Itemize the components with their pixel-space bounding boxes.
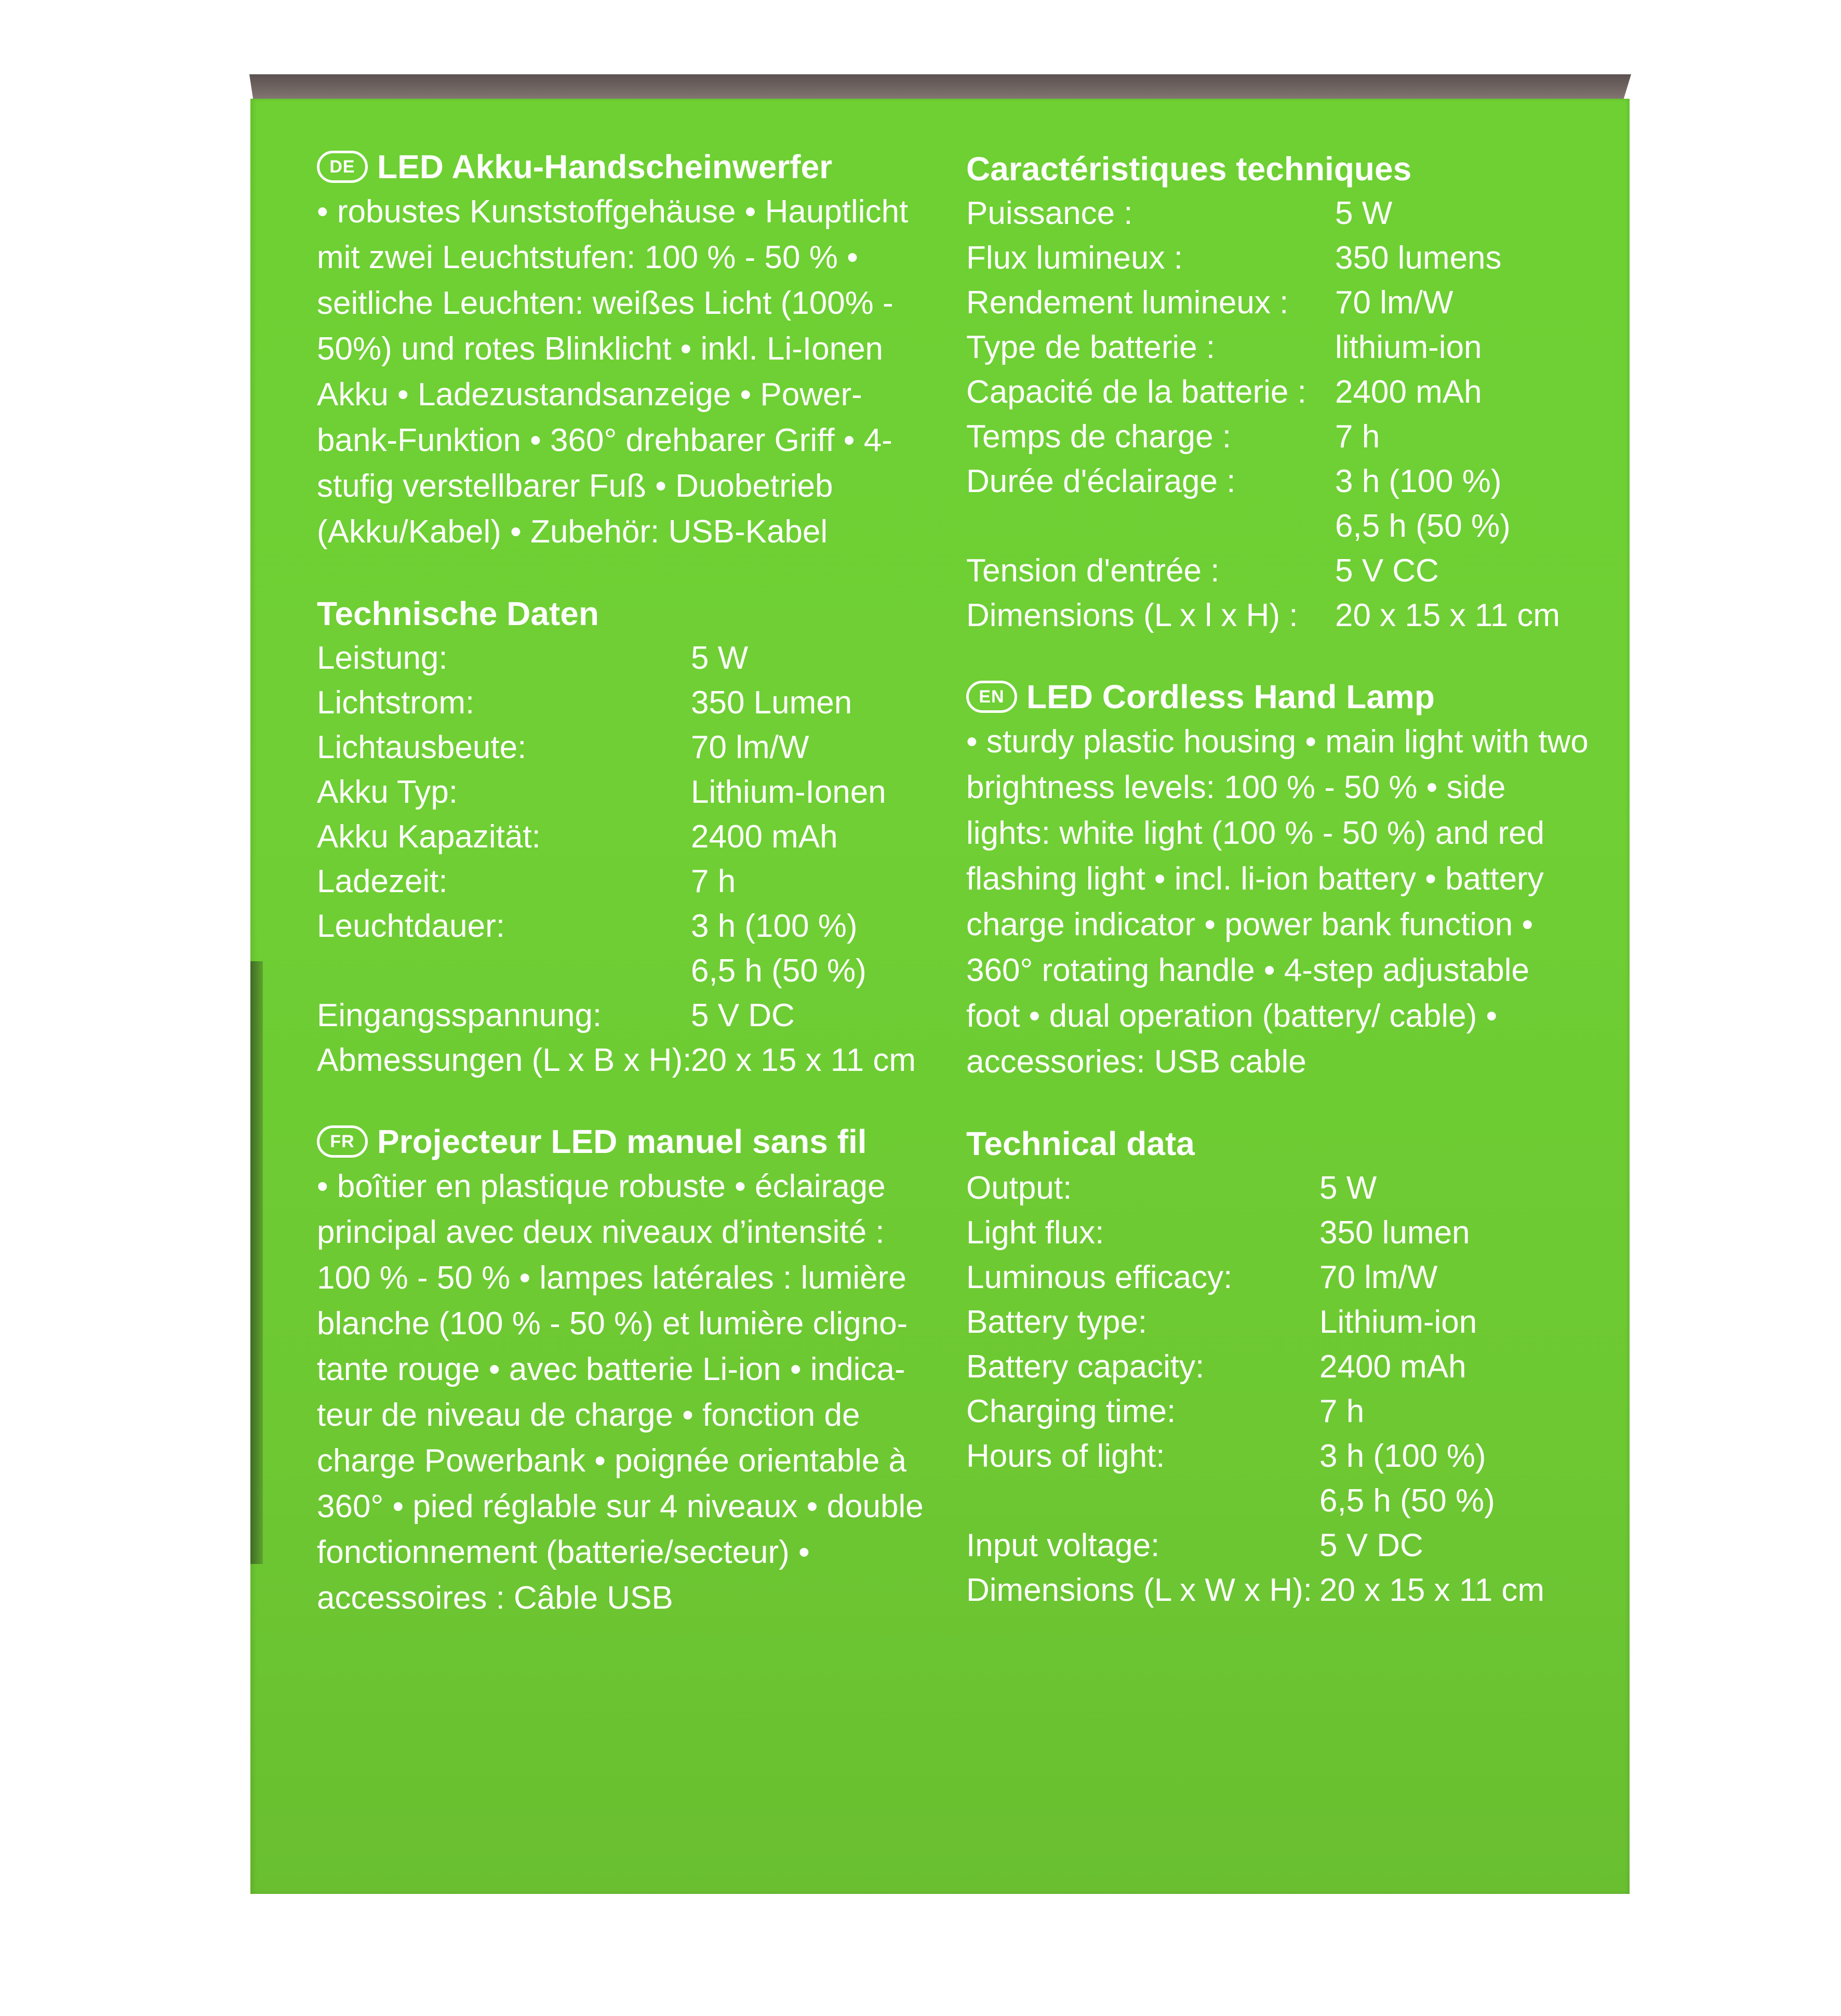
de-description: • robustes Kunststoffgehäuse • Hauptlicht mit zwei Leuchtstufen: 100 % - 50 % • seitliche Leuchten: weißes Licht (100% - 50%) und rotes Blinklicht • inkl. Li-Ionen Akku • Ladezustandsanzeige • Power-bank-Funktion • 360° drehbarer Griff • 4-stufig verstellbarer Fuß • Duobetrieb (Akku/Kabel) • Zubehör: USB-Kabel [317,194,909,550]
fr-spec-value: 6,5 h (50 %) [1335,508,1511,544]
de-spec-value: 6,5 h (50 %) [691,953,866,989]
de-spec-row [317,904,930,949]
de-spec-label: Eingangsspannung: [317,998,602,1033]
fr-spec-row [966,415,1600,459]
fr-spec-label: Tension d'entrée : [966,553,1220,589]
de-spec-row [317,725,930,770]
fr-spec-value: 5 V CC [1335,553,1439,589]
fr-description: • boîtier en plastique robuste • éclairage principal avec deux niveaux d’intensité : 100 % - 50 % • lampes latérales : lumière blanche (100 % - 50 %) et lumière cligno-tante rouge • avec batterie Li-ion • indica-teur de niveau de charge • fonction de charge Powerbank • poignée orientable à 360° • pied réglable sur 4 niveaux • double fonctionnement (batterie/secteur) • accessoires : Câble USB [317,1169,924,1616]
en-description: • sturdy plastic housing • main light with two brightness levels: 100 % - 50 % • side lights: white light (100 % - 50 %) and red flashing light • incl. li-ion battery • battery charge indicator • power bank function • 360° rotating handle • 4-step adjustable foot • dual operation (battery/ cable) • accessories: USB cable [966,724,1589,1080]
de-spec-row [317,993,930,1038]
fr-spec-value: 7 h [1335,419,1380,455]
de-spec-row [317,1038,930,1083]
fr-spec-row [966,593,1600,638]
en-spec-row [966,1255,1600,1300]
fr-spec-value: lithium-ion [1335,329,1482,365]
en-spec-row [966,1568,1600,1613]
de-specs-table [317,636,930,1083]
en-spec-label: Hours of light: [966,1438,1165,1474]
fr-spec-row [966,459,1600,504]
fr-product-title [317,1119,930,1164]
en-spec-value: 5 V DC [1319,1528,1423,1563]
de-language-badge: DE [317,151,368,183]
fr-spec-label: Temps de charge : [966,419,1232,455]
en-spec-label: Battery capacity: [966,1349,1205,1385]
en-spec-row [966,1211,1600,1255]
en-spec-row [966,1166,1600,1211]
fr-title-text: Projecteur LED manuel sans fil [377,1123,867,1160]
en-spec-row [966,1345,1600,1389]
de-spec-label: Lichtstrom: [317,685,475,721]
de-spec-row [317,636,930,681]
de-spec-label: Leuchtdauer: [317,908,505,944]
fr-specs-title: Caractéristiques techniques [966,150,1412,188]
de-spec-label: Abmessungen (L x B x H): [317,1042,692,1078]
de-spec-row [317,859,930,904]
de-spec-row [317,681,930,725]
fr-spec-value: 350 lumens [1335,240,1502,276]
fr-spec-row [966,504,1600,549]
en-spec-value: 70 lm/W [1319,1259,1438,1295]
en-spec-value: 3 h (100 %) [1319,1438,1486,1474]
packaging-box-side [250,99,1630,1894]
en-spec-value: 20 x 15 x 11 cm [1319,1572,1545,1608]
en-spec-row [966,1523,1600,1568]
de-spec-value: Lithium-Ionen [691,774,886,810]
en-spec-label: Luminous efficacy: [966,1259,1233,1295]
de-spec-label: Ladezeit: [317,864,448,899]
en-spec-label: Light flux: [966,1215,1104,1251]
en-spec-label: Dimensions (L x W x H): [966,1572,1313,1608]
en-spec-value: 2400 mAh [1319,1349,1466,1385]
en-spec-value: 350 lumen [1319,1215,1470,1251]
en-spec-value: 5 W [1319,1170,1377,1206]
de-spec-value: 3 h (100 %) [691,908,858,944]
en-language-badge: EN [966,681,1017,713]
fr-spec-row [966,281,1600,325]
de-spec-value: 70 lm/W [691,730,809,765]
en-spec-value: 7 h [1319,1394,1365,1429]
en-spec-row [966,1479,1600,1523]
de-spec-label: Akku Kapazität: [317,819,541,855]
fr-spec-label: Capacité de la batterie : [966,374,1306,410]
fr-spec-row [966,325,1600,370]
fr-spec-row [966,236,1600,281]
fr-spec-row [966,549,1600,593]
en-spec-row [966,1434,1600,1479]
fr-spec-label: Puissance : [966,195,1133,231]
en-spec-label: Output: [966,1170,1072,1206]
en-specs-table [966,1166,1600,1613]
en-spec-row [966,1389,1600,1434]
de-product-title [317,144,930,189]
fr-spec-value: 3 h (100 %) [1335,463,1502,499]
fr-spec-value: 2400 mAh [1335,374,1482,410]
en-spec-row [966,1300,1600,1345]
de-title-text: LED Akku-Handscheinwerfer [377,148,833,185]
fr-spec-row [966,370,1600,415]
fr-spec-label: Dimensions (L x l x H) : [966,598,1298,633]
de-spec-label: Lichtausbeute: [317,730,527,765]
en-title-text: LED Cordless Hand Lamp [1026,678,1435,715]
de-spec-value: 350 Lumen [691,685,852,721]
fr-spec-label: Durée d'éclairage : [966,463,1236,499]
left-column [317,144,930,1621]
de-spec-label: Leistung: [317,640,448,676]
en-specs-title: Technical data [966,1125,1195,1162]
fr-language-badge: FR [317,1125,368,1158]
fr-spec-value: 5 W [1335,195,1393,231]
fr-spec-value: 20 x 15 x 11 cm [1335,598,1560,633]
fr-spec-label: Type de batterie : [966,329,1216,365]
de-spec-value: 5 V DC [691,998,795,1033]
fr-specs-table [966,191,1600,638]
fr-spec-row [966,191,1600,236]
de-specs-title: Technische Daten [317,595,599,632]
de-spec-value: 2400 mAh [691,819,838,855]
de-spec-row [317,770,930,815]
right-column [966,147,1600,1613]
en-spec-label: Charging time: [966,1394,1176,1429]
de-spec-row [317,949,930,993]
de-spec-label: Akku Typ: [317,774,458,810]
en-spec-label: Input voltage: [966,1528,1160,1563]
fr-spec-value: 70 lm/W [1335,285,1453,321]
fr-spec-label: Flux lumineux : [966,240,1183,276]
de-spec-row [317,815,930,859]
en-spec-value: 6,5 h (50 %) [1319,1483,1495,1519]
fr-spec-label: Rendement lumineux : [966,285,1289,321]
box-edge-shadow [250,961,263,1564]
de-spec-value: 7 h [691,864,736,899]
en-spec-value: Lithium-ion [1319,1304,1477,1340]
de-spec-value: 20 x 15 x 11 cm [691,1042,916,1078]
en-product-title [966,674,1600,719]
en-spec-label: Battery type: [966,1304,1148,1340]
de-spec-value: 5 W [691,640,749,676]
